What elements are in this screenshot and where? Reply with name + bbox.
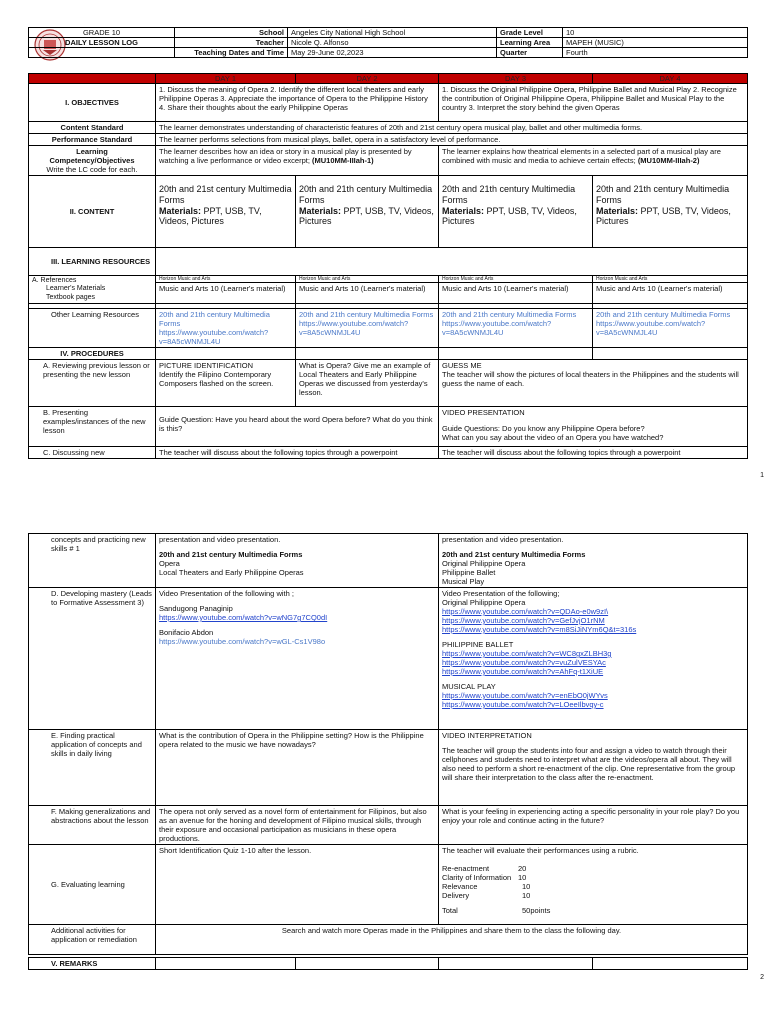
- proc-a-day34-title: GUESS ME: [442, 361, 482, 371]
- teacher-label: Teacher: [175, 38, 288, 48]
- resource-day3-title: 20th and 21th century Multimedia Forms: [442, 310, 577, 320]
- rubric-total-label: Total: [442, 906, 458, 915]
- page-number-2: 2: [760, 974, 764, 981]
- proc-c-label-1: C. Discussing new: [29, 447, 156, 459]
- proc-g-day12: Short Identification Quiz 1-10 after the lesson.: [156, 845, 439, 925]
- proc-a-label: A. Reviewing previous lesson or presenting the new lesson: [29, 360, 156, 407]
- resource-day2[interactable]: [296, 309, 439, 348]
- proc-d-day34-intro: Video Presentation of the following;: [442, 589, 560, 598]
- content-day4-mat: PPT, USB, TV, Videos, Pictures: [596, 205, 731, 227]
- references-day1: [156, 276, 296, 304]
- grade-level-label: Grade Level: [497, 28, 563, 38]
- content-day2-mat-label: Materials:: [299, 205, 342, 216]
- log-title: DAILY LESSON LOG: [29, 38, 175, 48]
- rubric-criterion-1: Re-enactment: [442, 864, 490, 873]
- rubric-row-3: [442, 882, 744, 891]
- competency-label: [29, 146, 156, 176]
- grade-level-value: 10: [563, 28, 748, 38]
- proc-d-day12-b: Bonifacio Abdon: [159, 628, 214, 637]
- rubric-criterion-2: Clarity of Information: [442, 873, 512, 882]
- content-day3-title: 20th and 21th century Multimedia Forms: [442, 184, 576, 205]
- content-standard-label: Content Standard: [29, 122, 156, 134]
- resources-label: III. LEARNING RESOURCES: [29, 248, 156, 276]
- competency-label-1: Learning: [76, 147, 108, 156]
- resource-day1-title: 20th and 21th century Multimedia Forms: [159, 310, 270, 329]
- proc-c-day34-text: presentation and video presentation.: [442, 535, 564, 544]
- content-day2-title: 20th and 21th century Multimedia Forms: [299, 184, 433, 205]
- references-day4: [593, 276, 748, 304]
- horizon-day3: Horizon Music and Arts: [439, 276, 592, 283]
- proc-f-day12: The opera not only served as a novel form of entertainment for Filipinos, but also as an avenue for the honing and development of Filipino musical skills, through their exposure and occasional participation as musicians in these opera productions.: [156, 806, 439, 845]
- objectives-label: I. OBJECTIVES: [29, 84, 156, 122]
- content-label: II. CONTENT: [29, 176, 156, 248]
- competency-day12-code: (MU10MM-IIIah-1): [312, 156, 374, 165]
- competency-day34: [439, 146, 748, 176]
- competency-day12-text: The learner describes how an idea or story in a musical play is presented by watching a live performance or video excerpt;: [159, 147, 412, 165]
- proc-a-day2: What is Opera? Give me an example of Local Theaters and Early Philippine Operas we discussed from yesterday's lesson.: [296, 360, 439, 407]
- resource-day4[interactable]: [593, 309, 748, 348]
- content-day3: [439, 176, 593, 248]
- proc-c-day34-item-1: Original Philippine Opera: [442, 559, 526, 568]
- day-2-header: DAY 2: [296, 74, 439, 84]
- proc-g-label: G. Evaluating learning: [29, 845, 156, 925]
- competency-day12: [156, 146, 439, 176]
- proc-d-day34-ballet: PHILIPPINE BALLET: [442, 640, 514, 649]
- day-1-header: DAY 1: [156, 74, 296, 84]
- proc-c-day34-item-3: Musical Play: [442, 577, 485, 586]
- objectives-day12: 1. Discuss the meaning of Opera 2. Identify the different local theaters and early Philippine Operas 3. Appreciate the importance of Opera to the Philippine History 4. Share their thoughts about the early Philippine Operas: [156, 84, 439, 122]
- proc-d-day12-intro: Video Presentation of the following with ;: [159, 589, 294, 598]
- proc-c-label-2: concepts and practicing new skills # 1: [29, 534, 156, 588]
- content-day4-title: 20th and 21th century Multimedia Forms: [596, 184, 730, 205]
- proc-g-day34-text: The teacher will evaluate their performances using a rubric.: [442, 846, 639, 855]
- play-url-1[interactable]: https://www.youtube.com/watch?v=enEbO0jWYvs: [442, 691, 608, 700]
- opera-url-3[interactable]: https://www.youtube.com/watch?v=m8SiJiNYm6Q&t=316s: [442, 625, 637, 634]
- proc-b-day34-q1: Guide Questions: Do you know any Philippine Opera before?: [442, 424, 645, 434]
- page-number-1: 1: [760, 472, 764, 479]
- competency-label-2: Competency/Objectives: [49, 156, 135, 165]
- proc-d-day34-opera: Original Philippine Opera: [442, 598, 526, 607]
- proc-d-day12: [156, 588, 439, 730]
- competency-label-3: Write the LC code for each.: [46, 165, 138, 174]
- rubric-total-points: 50points: [522, 906, 551, 915]
- horizon-day4: Horizon Music and Arts: [593, 276, 747, 283]
- content-day4-mat-label: Materials:: [596, 205, 639, 216]
- proc-d-day12-b-url[interactable]: https://www.youtube.com/watch?v=wGL-Cs1V98o: [159, 637, 326, 646]
- references-day3: [439, 276, 593, 304]
- opera-url-1[interactable]: https://www.youtube.com/watch?v=QDAo-e0w9zI\: [442, 607, 609, 616]
- proc-a-day1-text: Identify the Filipino Contemporary Composers flashed on the screen.: [159, 370, 274, 389]
- proc-d-day12-a-url[interactable]: https://www.youtube.com/watch?v=wNG7g7CQ0dI: [159, 613, 328, 622]
- school-label: School: [175, 28, 288, 38]
- proc-g-day34: [439, 845, 748, 925]
- competency-day34-code: (MU10MM-IIIah-2): [637, 156, 700, 165]
- content-day1: [156, 176, 296, 248]
- other-resources-label: Other Learning Resources: [29, 309, 156, 348]
- references-label: [29, 276, 156, 304]
- rubric-criterion-3: Relevance: [442, 882, 478, 891]
- grade-title: GRADE 10: [29, 28, 175, 38]
- competency-day34-text: The learner explains how theatrical elements in a selected part of a musical play are combined with music and media to achieve certain effects;: [442, 147, 721, 165]
- proc-c-day12-intro: The teacher will discuss about the following topics through a powerpoint: [156, 447, 439, 459]
- content-day4: [593, 176, 748, 248]
- remarks-table: [28, 957, 748, 970]
- dates-value: May 29-June 02,2023: [288, 48, 497, 58]
- horizon-day2: Horizon Music and Arts: [296, 276, 438, 283]
- references-day2: [296, 276, 439, 304]
- proc-c-day12-heading: 20th and 21st century Multimedia Forms: [159, 550, 303, 559]
- content-day3-mat: PPT, USB, TV, Videos, Pictures: [442, 205, 577, 227]
- tb-label: Textbook pages: [46, 293, 96, 301]
- opera-url-2[interactable]: https://www.youtube.com/watch?v=GefJvjO1rNM: [442, 616, 605, 625]
- resource-day3-url[interactable]: https://www.youtube.com/watch?v=8A5cWNMJL4U: [442, 319, 552, 338]
- proc-c-day34: [439, 534, 748, 588]
- rubric-points-1: 20: [518, 864, 527, 873]
- proc-d-day34: [439, 588, 748, 730]
- day-header-row: [29, 74, 748, 84]
- proc-a-day1: [156, 360, 296, 407]
- proc-a-day34: [439, 360, 748, 407]
- school-value: Angeles City National High School: [288, 28, 497, 38]
- rubric-row-1: [442, 864, 744, 873]
- header-table: [28, 27, 748, 58]
- learning-area-value: MAPEH (MUSIC): [563, 38, 748, 48]
- proc-b-day34-title: VIDEO PRESENTATION: [442, 408, 525, 418]
- proc-d-day12-a: Sandugong Panaginip: [159, 604, 233, 613]
- proc-c-day12-item-2: Local Theaters and Early Philippine Operas: [159, 568, 304, 577]
- proc-e-day34-title: VIDEO INTERPRETATION: [442, 731, 532, 740]
- dates-label: Teaching Dates and Time: [175, 48, 288, 58]
- proc-e-day34-text: The teacher will group the students into four and assign a video to watch through their cellphones and students need to interpret what are the videos/opera all about. They will also need to perform a short re-enactment of the clip. One representative from the group will share their interpretation to the class after the re-enactment.: [442, 746, 736, 782]
- proc-f-label: F. Making generalizations and abstractions about the lesson: [29, 806, 156, 845]
- horizon-day1: Horizon Music and Arts: [156, 276, 295, 283]
- proc-b-day34-q2: What can you say about the video of an Opera you have watched?: [442, 433, 664, 443]
- music-day1: Music and Arts 10 (Learner's material): [159, 284, 286, 293]
- proc-e-day12: What is the contribution of Opera in the Philippine setting? How is the Philippine opera related to the music we have nowadays?: [156, 730, 439, 806]
- proc-f-day34: What is your feeling in experiencing acting a specific personality in your role play? Do you enjoy your role and continue acting in the future?: [439, 806, 748, 845]
- resource-day4-title: 20th and 21th century Multimedia Forms: [596, 310, 731, 320]
- ballet-url-3[interactable]: https://www.youtube.com/watch?v=AhFq-t1XiUE: [442, 667, 604, 676]
- quarter-label: Quarter: [497, 48, 563, 58]
- procedures-label: IV. PROCEDURES: [29, 348, 156, 360]
- proc-a-day34-text: The teacher will show the pictures of local theaters in the Philippines and the students will guess the name of each.: [442, 370, 739, 389]
- play-url-2[interactable]: https://www.youtube.com/watch?v=LOeeIlbvqy-c: [442, 700, 604, 709]
- lm-label: Learner's Materials: [46, 285, 106, 293]
- quarter-value: Fourth: [563, 48, 748, 58]
- proc-a-day1-title: PICTURE IDENTIFICATION: [159, 361, 254, 371]
- content-day2-mat: PPT, USB, TV, Videos, Pictures: [299, 205, 434, 227]
- teacher-value: Nicole Q. Alfonso: [288, 38, 497, 48]
- content-standard-text: The learner demonstrates understanding of characteristic features of 20th and 21st century opera musical play, ballet and other multimedia forms.: [156, 122, 748, 134]
- remarks-label: V. REMARKS: [29, 958, 156, 970]
- proc-e-label: E. Finding practical application of concepts and skills in daily living: [29, 730, 156, 806]
- resource-day4-url[interactable]: https://www.youtube.com/watch?v=8A5cWNMJL4U: [596, 319, 706, 338]
- proc-c-day12-item-1: Opera: [159, 559, 180, 568]
- resource-day2-title: 20th and 21th century Multimedia Forms: [299, 310, 434, 320]
- rubric-total-row: [442, 906, 744, 915]
- proc-c-day34-item-2: Philippine Ballet: [442, 568, 496, 577]
- learning-area-label: Learning Area: [497, 38, 563, 48]
- proc-d-label: D. Developing mastery (Leads to Formative Assessment 3): [29, 588, 156, 730]
- rubric-points-4: 10: [522, 891, 531, 900]
- rubric-row-2: [442, 873, 744, 882]
- proc-e-day34: [439, 730, 748, 806]
- rubric-row-4: [442, 891, 744, 900]
- performance-standard-text: The learner performs selections from musical plays, ballet, opera in a satisfactory level of performance.: [156, 134, 748, 146]
- performance-standard-label: Performance Standard: [29, 134, 156, 146]
- content-day3-mat-label: Materials:: [442, 205, 485, 216]
- content-day1-title: 20th and 21st century Multimedia Forms: [159, 184, 292, 205]
- content-day1-mat: PPT, USB, TV, Videos, Pictures: [159, 205, 262, 227]
- proc-b-day34: [439, 407, 748, 447]
- rubric-points-2: 10: [518, 873, 527, 882]
- ballet-url-1[interactable]: https://www.youtube.com/watch?v=WC8gxZLBH3g: [442, 649, 612, 658]
- music-day4: Music and Arts 10 (Learner's material): [596, 284, 723, 293]
- rubric-criterion-4: Delivery: [442, 891, 470, 900]
- day-3-header: DAY 3: [439, 74, 593, 84]
- proc-d-day34-play: MUSICAL PLAY: [442, 682, 496, 691]
- resource-day1[interactable]: [156, 309, 296, 348]
- music-day2: Music and Arts 10 (Learner's material): [299, 284, 426, 293]
- blank-cell: [29, 48, 175, 58]
- references-label-text: A. References: [32, 277, 77, 284]
- resource-day3[interactable]: [439, 309, 593, 348]
- lesson-table-page-2: [28, 533, 748, 955]
- page-2: [0, 512, 768, 1024]
- proc-c-day12: [156, 534, 439, 588]
- proc-b-label: B. Presenting examples/instances of the new lesson: [29, 407, 156, 447]
- ballet-url-2[interactable]: https://www.youtube.com/watch?v=vuZulVESYAc: [442, 658, 606, 667]
- content-day1-mat-label: Materials:: [159, 205, 202, 216]
- rubric-points-3: 10: [522, 882, 531, 891]
- resource-day1-url[interactable]: https://www.youtube.com/watch?v=8A5cWNMJL4U: [159, 328, 269, 347]
- lesson-table-page-1: [28, 73, 748, 459]
- resource-day2-url[interactable]: https://www.youtube.com/watch?v=8A5cWNMJL4U: [299, 319, 409, 338]
- day-4-header: DAY 4: [593, 74, 748, 84]
- proc-c-day12-text: presentation and video presentation.: [159, 535, 281, 544]
- music-day3: Music and Arts 10 (Learner's material): [442, 284, 569, 293]
- proc-h-text: Search and watch more Operas made in the Philippines and share them to the class the following day.: [156, 925, 748, 955]
- objectives-day34: 1. Discuss the Original Philippine Opera, Philippine Ballet and Musical Play 2. Recognize the contribution of Original Philippine Opera, Philippine Ballet and Musical Play to the country 3. Interpret the story behind the given Operas: [439, 84, 748, 122]
- proc-b-day12: Guide Question: Have you heard about the word Opera before? What do you think is this?: [156, 407, 439, 447]
- content-day2: [296, 176, 439, 248]
- proc-c-day34-intro: The teacher will discuss about the following topics through a powerpoint: [439, 447, 748, 459]
- proc-c-day34-heading: 20th and 21st century Multimedia Forms: [442, 550, 586, 559]
- page-1: [0, 0, 768, 490]
- proc-h-label: Additional activities for application or remediation: [29, 925, 156, 955]
